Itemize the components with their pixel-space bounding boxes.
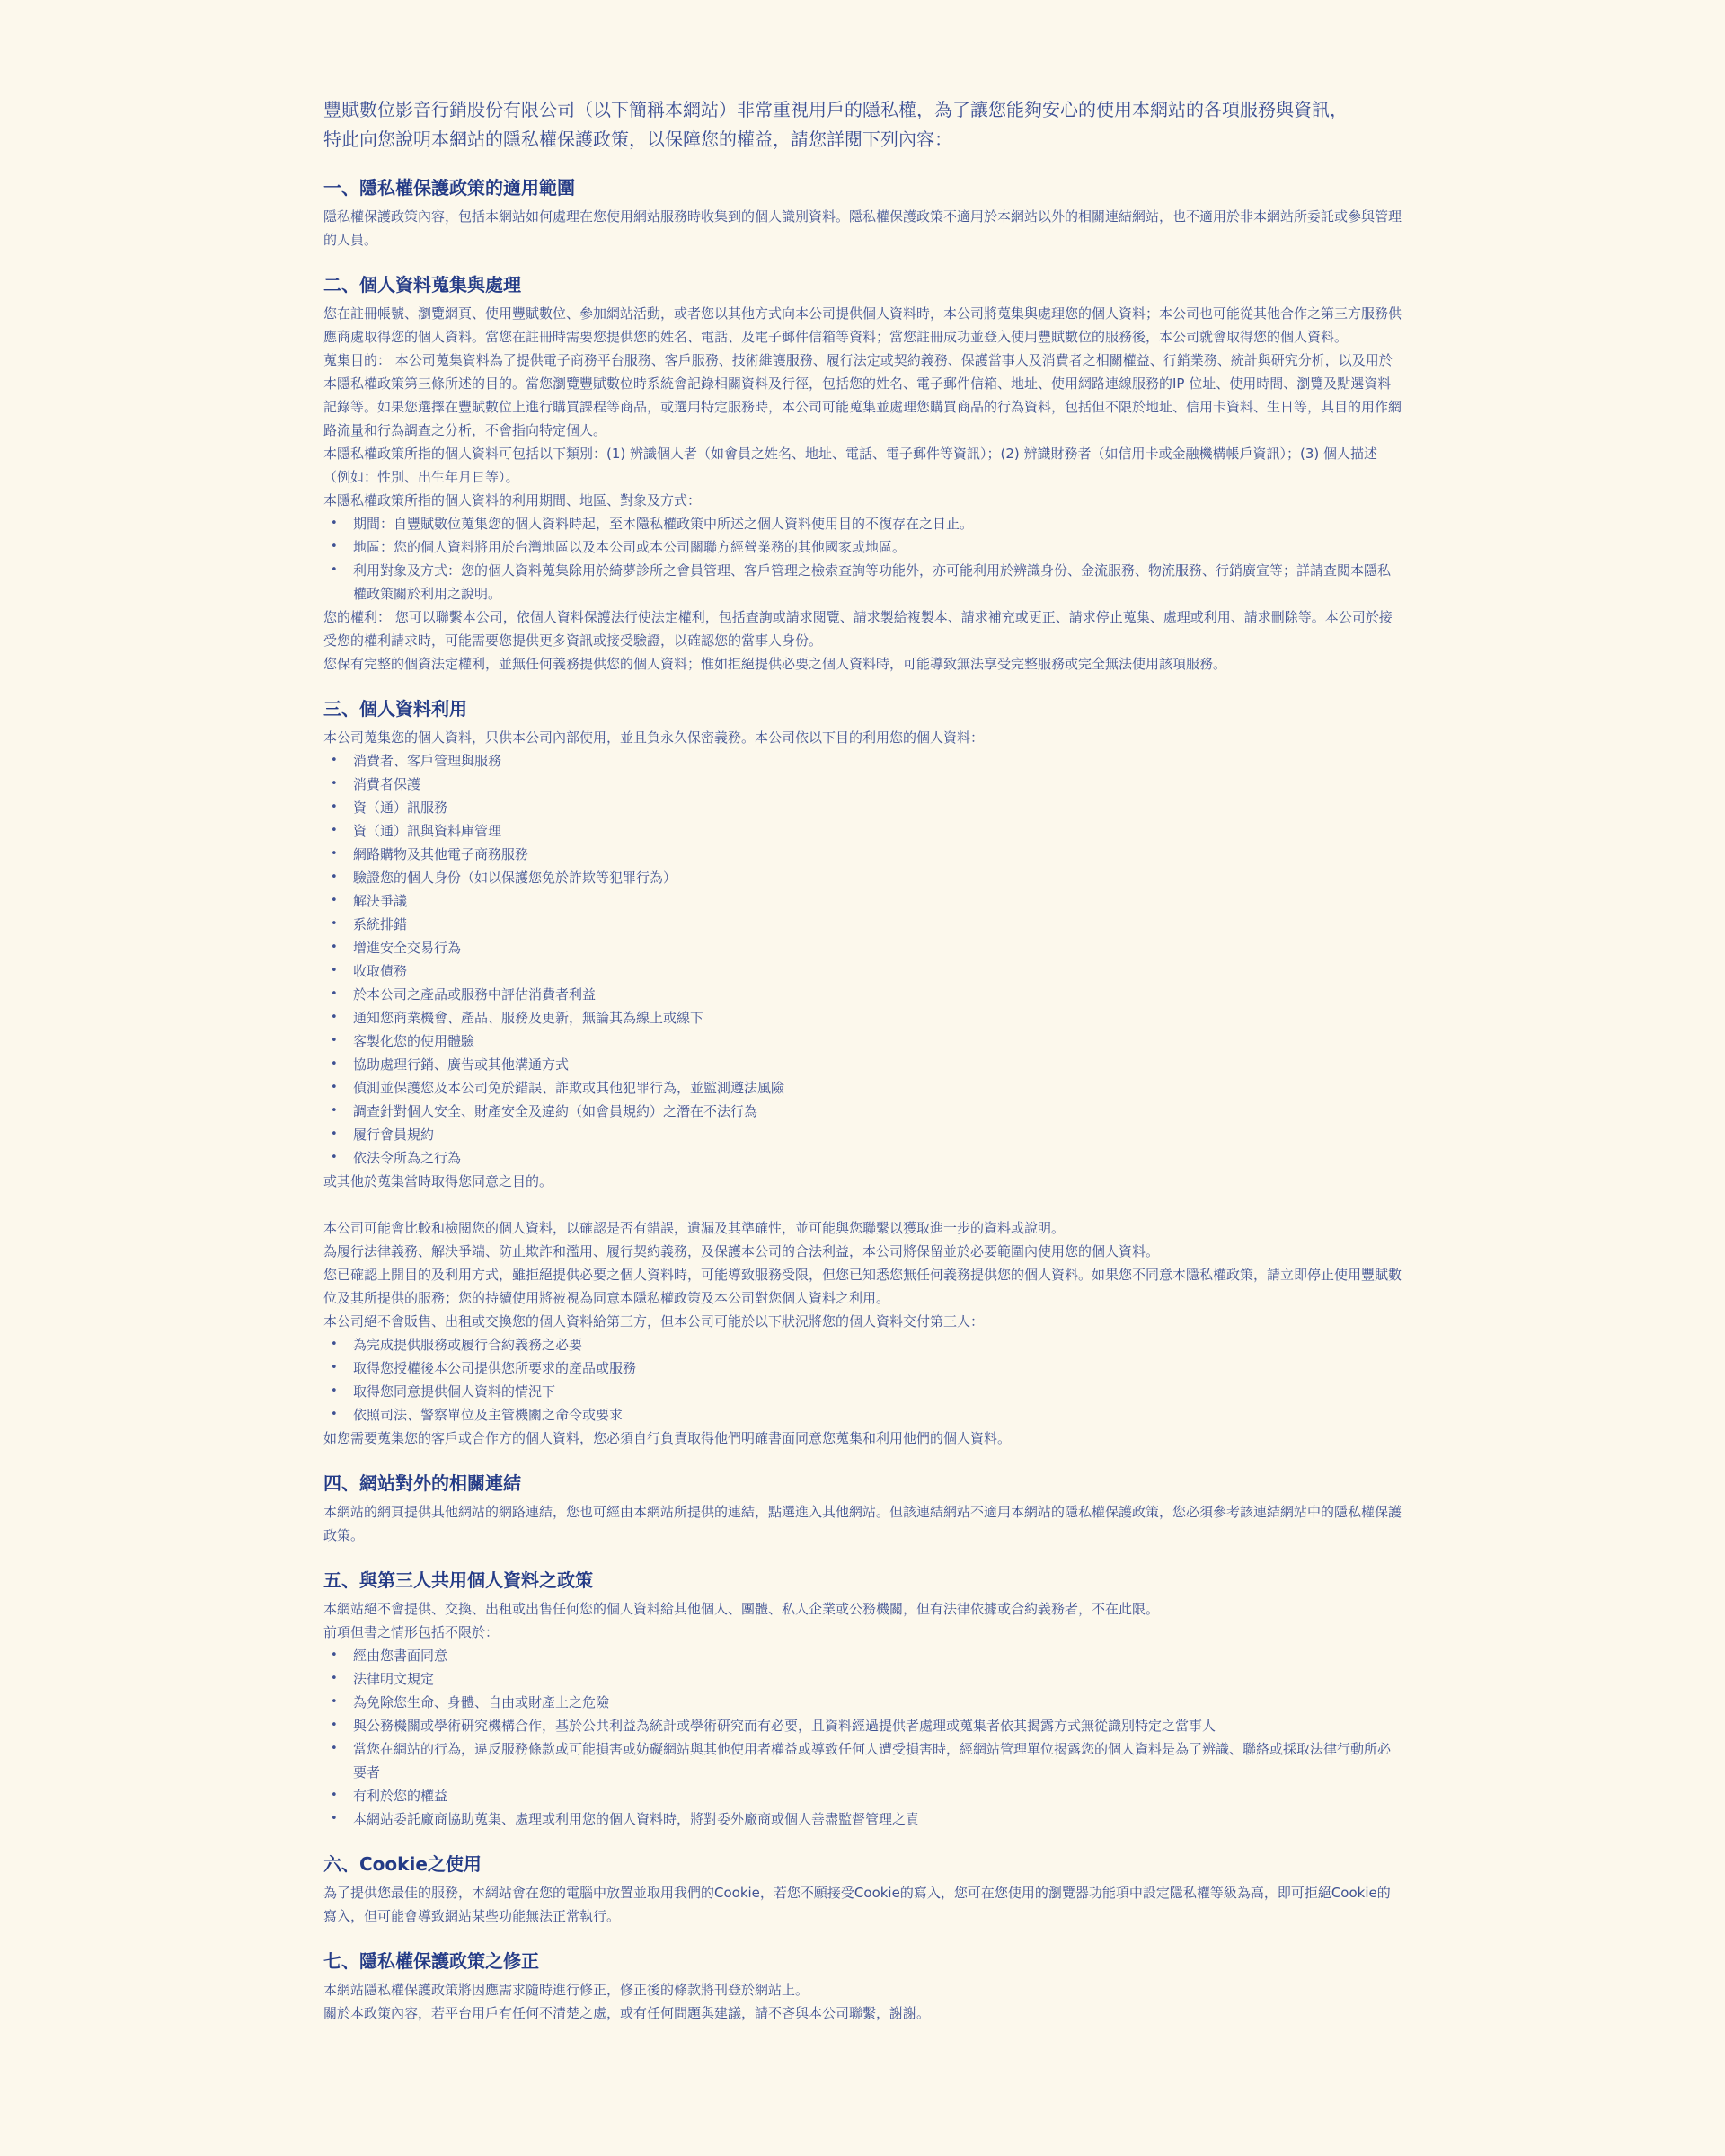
bullet-item: • 資（通）訊服務 bbox=[323, 796, 1402, 819]
bullet-item: • 期間：自豐賦數位蒐集您的個人資料時起，至本隱私權政策中所述之個人資料使用目的不復存在之日止。 bbox=[323, 512, 1402, 535]
bullet-item: • 驗證您的個人身份（如以保護您免於詐欺等犯罪行為） bbox=[323, 866, 1402, 889]
intro bbox=[323, 95, 1402, 155]
bullet-item: • 系統排錯 bbox=[323, 913, 1402, 936]
policy-sections bbox=[323, 174, 1402, 2025]
paragraph: 如您需要蒐集您的客戶或合作方的個人資料，您必須自行負責取得他們明確書面同意您蒐集和利用他們的個人資料。 bbox=[323, 1430, 1012, 1446]
bullet-item: • 為免除您生命、身體、自由或財產上之危險 bbox=[323, 1691, 1402, 1714]
policy-section bbox=[323, 1948, 1402, 2025]
bullet-item: • 偵測並保護您及本公司免於錯誤、詐欺或其他犯罪行為，並監測遵法風險 bbox=[323, 1076, 1402, 1100]
paragraph: 或其他於蒐集當時取得您同意之目的。 bbox=[323, 1173, 553, 1189]
section-title: 七、隱私權保護政策之修正 bbox=[323, 1950, 539, 1972]
bullet-item: • 調查針對個人安全、財產安全及違約（如會員規約）之潛在不法行為 bbox=[323, 1100, 1402, 1123]
section-body bbox=[323, 205, 1402, 252]
paragraph: 蒐集目的： 本公司蒐集資料為了提供電子商務平台服務、客戶服務、技術維護服務、履行法定或契約義務、保護當事人及消費者之相關權益、行銷業務、統計與研究分析，以及用於本隱私權政策第三條所述的目的。當您瀏覽豐賦數位時系統會記錄相關資料及行徑，包括您的姓名、電子郵件信箱、地址、使用網路連線服務的IP 位址、使用時間、瀏覽及點選資料記錄等。如果您選擇在豐賦數位上進行購買課程等商品，或選用特定服務時，本公司可能蒐集並處理您購買商品的行為資料，包括但不限於地址、信用卡資料、生日等，其目的用作網路流量和行為調查之分析，不會指向特定個人。 bbox=[323, 352, 1402, 438]
paragraph: 您的權利： 您可以聯繫本公司，依個人資料保護法行使法定權利，包括查詢或請求閱覽、請求製給複製本、請求補充或更正、請求停止蒐集、處理或利用、請求刪除等。本公司於接受您的權利請求時，可能需要您提供更多資訊或接受驗證，以確認您的當事人身份。 bbox=[323, 609, 1393, 649]
paragraph: 為了提供您最佳的服務，本網站會在您的電腦中放置並取用我們的Cookie，若您不願接受Cookie的寫入，您可在您使用的瀏覽器功能項中設定隱私權等級為高，即可拒絕Cookie的寫入，但可能會導致網站某些功能無法正常執行。 bbox=[323, 1885, 1391, 1924]
paragraph: 本公司絕不會販售、出租或交換您的個人資料給第三方，但本公司可能於以下狀況將您的個人資料交付第三人： bbox=[323, 1313, 985, 1330]
policy-section bbox=[323, 271, 1402, 676]
bullet-item: • 資（通）訊與資料庫管理 bbox=[323, 819, 1402, 843]
paragraph: 本網站的網頁提供其他網站的網路連結，您也可經由本網站所提供的連結，點選進入其他網站。但該連結網站不適用本網站的隱私權保護政策，您必須參考該連結網站中的隱私權保護政策。 bbox=[323, 1504, 1402, 1543]
policy-section bbox=[323, 695, 1402, 1450]
bullet-item: • 與公務機關或學術研究機構合作，基於公共利益為統計或學術研究而有必要，且資料經過提供者處理或蒐集者依其揭露方式無從識別特定之當事人 bbox=[323, 1714, 1402, 1737]
bullet-item: • 利用對象及方式：您的個人資料蒐集除用於綺夢診所之會員管理、客戶管理之檢索查詢等功能外，亦可能利用於辨識身份、金流服務、物流服務、行銷廣宣等；詳請查閱本隱私權政策關於利用之說明。 bbox=[323, 559, 1402, 605]
section-title: 三、個人資料利用 bbox=[323, 698, 467, 720]
paragraph: 您保有完整的個資法定權利，並無任何義務提供您的個人資料；惟如拒絕提供必要之個人資料時，可能導致無法享受完整服務或完全無法使用該項服務。 bbox=[323, 656, 1227, 672]
bullet-item: • 於本公司之產品或服務中評估消費者利益 bbox=[323, 983, 1402, 1006]
bullet-item: • 消費者、客戶管理與服務 bbox=[323, 749, 1402, 773]
bullet-item: • 協助處理行銷、廣告或其他溝通方式 bbox=[323, 1053, 1402, 1076]
section-body bbox=[323, 1881, 1402, 1928]
paragraph: 為履行法律義務、解決爭端、防止欺詐和濫用、履行契約義務，及保護本公司的合法利益，本公司將保留並於必要範圍內使用您的個人資料。 bbox=[323, 1243, 1160, 1259]
section-body bbox=[323, 1978, 1402, 2025]
bullet-item: • 經由您書面同意 bbox=[323, 1644, 1402, 1667]
bullet-item: • 客製化您的使用體驗 bbox=[323, 1029, 1402, 1053]
section-title: 四、網站對外的相關連結 bbox=[323, 1472, 521, 1494]
bullet-item: • 取得您授權後本公司提供您所要求的產品或服務 bbox=[323, 1356, 1402, 1380]
paragraph: 本隱私權政策所指的個人資料可包括以下類別：(1) 辨識個人者（如會員之姓名、地址、電話、電子郵件等資訊）；(2) 辨識財務者（如信用卡或金融機構帳戶資訊）；(3) 個人描述（例如：性別、出生年月日等）。 bbox=[323, 446, 1378, 485]
bullet-item: • 為完成提供服務或履行合約義務之必要 bbox=[323, 1333, 1402, 1356]
section-title: 五、與第三人共用個人資料之政策 bbox=[323, 1569, 593, 1591]
bullet-item: • 本網站委託廠商協助蒐集、處理或利用您的個人資料時，將對委外廠商或個人善盡監督管理之責 bbox=[323, 1807, 1402, 1831]
intro-line: 豐賦數位影音行銷股份有限公司（以下簡稱本網站）非常重視用戶的隱私權，為了讓您能夠安心的使用本網站的各項服務與資訊， bbox=[323, 99, 1348, 120]
section-body bbox=[323, 726, 1402, 1450]
paragraph: 您已確認上開目的及利用方式，雖拒絕提供必要之個人資料時，可能導致服務受限，但您已知悉您無任何義務提供您的個人資料。如果您不同意本隱私權政策，請立即停止使用豐賦數位及其所提供的服務；您的持續使用將被視為同意本隱私權政策及本公司對您個人資料之利用。 bbox=[323, 1267, 1402, 1306]
paragraph: 本隱私權政策所指的個人資料的利用期間、地區、對象及方式： bbox=[323, 492, 702, 508]
section-body bbox=[323, 1500, 1402, 1547]
bullet-item: • 依照司法、警察單位及主管機關之命令或要求 bbox=[323, 1403, 1402, 1427]
bullet-list bbox=[323, 749, 1402, 1170]
bullet-list bbox=[323, 1333, 1402, 1427]
section-title: 二、個人資料蒐集與處理 bbox=[323, 274, 521, 296]
paragraph: 本網站隱私權保護政策將因應需求隨時進行修正，修正後的條款將刊登於網站上。 bbox=[323, 1982, 809, 1998]
paragraph: 隱私權保護政策內容，包括本網站如何處理在您使用網站服務時收集到的個人識別資料。隱私權保護政策不適用於本網站以外的相關連結網站，也不適用於非本網站所委託或參與管理的人員。 bbox=[323, 208, 1402, 248]
section-body bbox=[323, 1597, 1402, 1831]
bullet-item: • 依法令所為之行為 bbox=[323, 1146, 1402, 1170]
bullet-item: • 地區：您的個人資料將用於台灣地區以及本公司或本公司關聯方經營業務的其他國家或地區。 bbox=[323, 535, 1402, 559]
bullet-list bbox=[323, 512, 1402, 605]
section-title: 一、隱私權保護政策的適用範圍 bbox=[323, 177, 575, 199]
bullet-item: • 有利於您的權益 bbox=[323, 1784, 1402, 1807]
bullet-item: • 網路購物及其他電子商務服務 bbox=[323, 843, 1402, 866]
paragraph: 前項但書之情形包括不限於： bbox=[323, 1624, 500, 1640]
policy-section bbox=[323, 1851, 1402, 1928]
policy-section bbox=[323, 1470, 1402, 1547]
bullet-item: • 消費者保護 bbox=[323, 773, 1402, 796]
paragraph: 本網站絕不會提供、交換、出租或出售任何您的個人資料給其他個人、團體、私人企業或公務機關，但有法律依據或合約義務者，不在此限。 bbox=[323, 1601, 1160, 1617]
blank-line bbox=[323, 1193, 1402, 1216]
bullet-item: • 解決爭議 bbox=[323, 889, 1402, 913]
intro-line: 特此向您說明本網站的隱私權保護政策，以保障您的權益，請您詳閱下列內容： bbox=[323, 128, 952, 150]
paragraph: 您在註冊帳號、瀏覽網頁、使用豐賦數位、參加網站活動，或者您以其他方式向本公司提供個人資料時，本公司將蒐集與處理您的個人資料；本公司也可能從其他合作之第三方服務供應商處取得您的個人資料。當您在註冊時需要您提供您的姓名、電話、及電子郵件信箱等資料；當您註冊成功並登入使用豐賦數位的服務後，本公司就會取得您的個人資料。 bbox=[323, 305, 1402, 345]
section-body bbox=[323, 302, 1402, 676]
bullet-list bbox=[323, 1644, 1402, 1831]
policy-section bbox=[323, 1567, 1402, 1831]
paragraph: 本公司可能會比較和檢閱您的個人資料，以確認是否有錯誤，遺漏及其準確性，並可能與您聯繫以獲取進一步的資料或說明。 bbox=[323, 1220, 1066, 1236]
bullet-item: • 當您在網站的行為，違反服務條款或可能損害或妨礙網站與其他使用者權益或導致任何人遭受損害時，經網站管理單位揭露您的個人資料是為了辨識、聯絡或採取法律行動所必要者 bbox=[323, 1737, 1402, 1784]
paragraph: 關於本政策內容，若平台用戶有任何不清楚之處，或有任何問題與建議，請不吝與本公司聯繫，謝謝。 bbox=[323, 2005, 931, 2021]
section-title: 六、Cookie之使用 bbox=[323, 1853, 482, 1875]
bullet-item: • 增進安全交易行為 bbox=[323, 936, 1402, 959]
bullet-item: • 通知您商業機會、產品、服務及更新，無論其為線上或線下 bbox=[323, 1006, 1402, 1029]
bullet-item: • 履行會員規約 bbox=[323, 1123, 1402, 1146]
privacy-policy-page bbox=[323, 0, 1402, 2025]
paragraph: 本公司蒐集您的個人資料，只供本公司內部使用，並且負永久保密義務。本公司依以下目的利用您的個人資料： bbox=[323, 729, 985, 746]
bullet-item: • 收取債務 bbox=[323, 959, 1402, 983]
policy-section bbox=[323, 174, 1402, 252]
bullet-item: • 法律明文規定 bbox=[323, 1667, 1402, 1691]
bullet-item: • 取得您同意提供個人資料的情況下 bbox=[323, 1380, 1402, 1403]
